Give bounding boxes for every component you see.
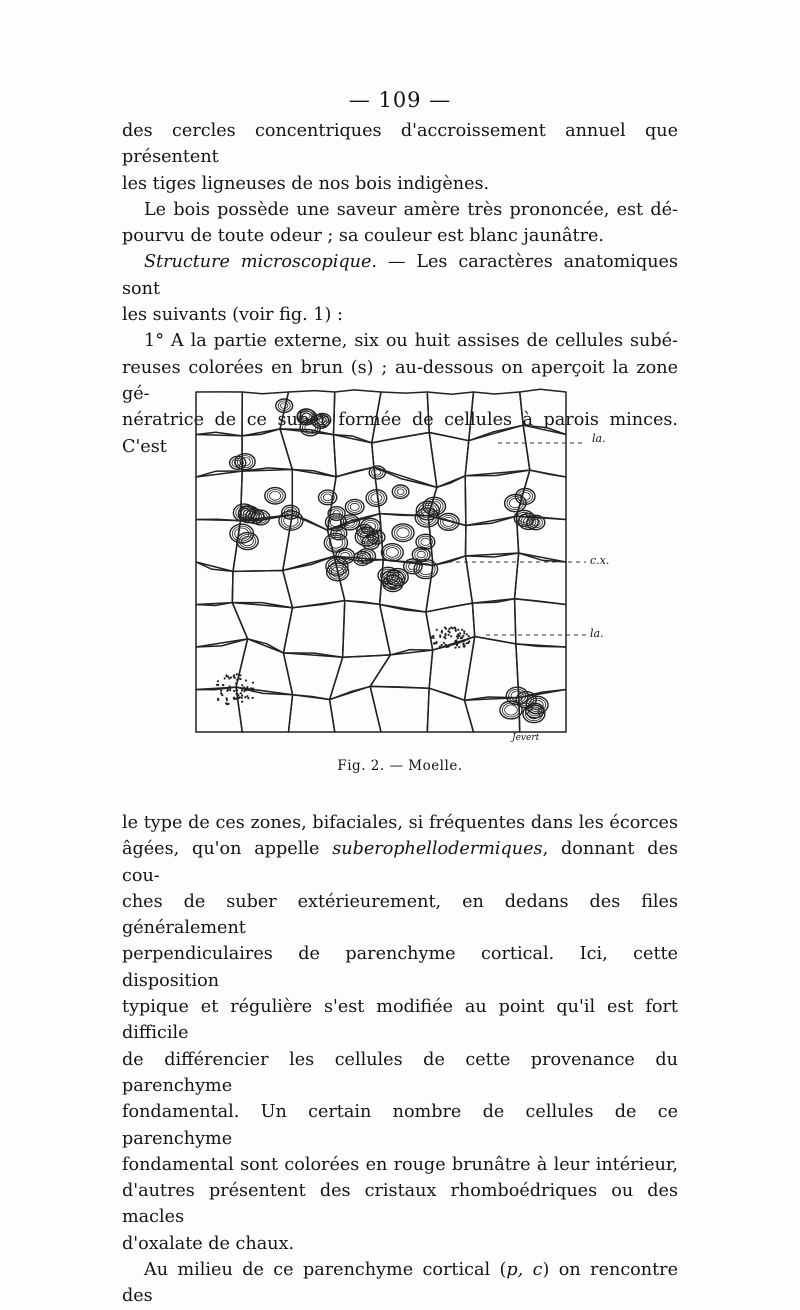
crystal-dot (436, 641, 438, 643)
crystal-dot (462, 635, 464, 637)
crystal-dot (443, 642, 445, 644)
body-text-bottom (122, 810, 678, 1310)
paragraph (122, 197, 678, 223)
paragraph (122, 1099, 678, 1152)
paragraph (122, 810, 678, 836)
text-line: les tiges ligneuses de nos bois indigènes. (122, 173, 490, 194)
crystal-dot (226, 697, 228, 699)
text-line: perpendiculaires de parenchyme cortical. Ici, cette disposition (122, 944, 678, 991)
section-heading: Structure microscopique. (144, 252, 377, 273)
cell-ring (324, 533, 347, 552)
figure-label: c.x. (590, 554, 610, 567)
text-line: d'oxalate de chaux. (122, 1233, 295, 1254)
paragraph (122, 1047, 678, 1100)
cell-wall (196, 432, 242, 477)
crystal-dot (217, 698, 219, 700)
crystal-dot (449, 631, 451, 633)
figure-caption: Fig. 2. — Moelle. (337, 758, 463, 774)
cell-ring (409, 563, 418, 570)
crystal-dot (459, 632, 461, 634)
cell-wall (236, 687, 293, 732)
crystal-dot (458, 646, 460, 648)
cell-wall (289, 695, 335, 732)
cell-wall (469, 392, 523, 441)
crystal-dot (224, 677, 226, 679)
crystal-dot (460, 637, 462, 639)
paragraph (122, 171, 678, 197)
crystal-dot (243, 686, 245, 688)
cell-ring (515, 489, 535, 505)
crystal-dot (229, 687, 231, 689)
cell-wall (523, 425, 566, 477)
text-line: âgées, qu'on appelle (122, 839, 333, 860)
paragraph (122, 836, 678, 889)
text-line: typique et régulière s'est modifiée au point qu'il est fort difficile (122, 997, 678, 1044)
crystal-dot (445, 646, 447, 648)
crystal-dot (239, 696, 241, 698)
cell-wall (429, 433, 469, 488)
crystal-dot (454, 627, 456, 629)
crystal-dot (463, 640, 465, 642)
crystal-dot (238, 673, 240, 675)
crystal-dot (252, 690, 254, 692)
crystal-dot (239, 678, 241, 680)
crystal-dot (430, 637, 432, 639)
text-line: le type de ces zones, bifaciales, si fréquentes dans les écorces (122, 813, 678, 833)
crystal-dot (244, 696, 246, 698)
crystal-dot (233, 690, 235, 692)
crystal-dot (246, 686, 248, 688)
crystal-dot (456, 644, 458, 646)
cell-wall (343, 601, 391, 658)
cell-wall (232, 603, 292, 653)
crystal-dot (236, 673, 238, 675)
crystal-dot (243, 690, 245, 692)
cell-wall (372, 392, 429, 443)
crystal-dot (455, 640, 457, 642)
figure-label: la. (592, 432, 606, 445)
text-line: Au milieu de ce parenchyme cortical ( (144, 1260, 507, 1281)
crystal-dot (222, 684, 224, 686)
paragraph (122, 1152, 678, 1178)
crystal-dot (448, 645, 450, 647)
crystal-dot (241, 684, 243, 686)
crystal-dot (237, 693, 239, 695)
cell-wall (330, 686, 381, 732)
cell-wall (515, 599, 566, 647)
crystal-dot (245, 689, 247, 691)
figure-moelle (186, 380, 626, 752)
crystal-dot (233, 697, 235, 699)
cell-ring (386, 548, 398, 558)
crystal-dot (252, 688, 254, 690)
page-number: — 109 — (348, 88, 452, 112)
term: suberophellodermiques (332, 839, 543, 860)
cell-wall (370, 686, 429, 732)
crystal-dot (241, 694, 243, 696)
crystal-dot (241, 697, 243, 699)
crystal-dot (439, 634, 441, 636)
crystal-dot (235, 683, 237, 685)
crystal-dot (441, 631, 443, 633)
cell-wall (196, 392, 242, 436)
cell-wall (380, 604, 433, 655)
text-line: pourvu de toute odeur ; sa couleur est blanc jaunâtre. (122, 226, 605, 247)
crystal-dot (250, 687, 252, 689)
crystal-dot (236, 698, 238, 700)
paragraph (122, 1231, 678, 1257)
crystal-dot (439, 646, 441, 648)
text-line: 1° A la partie externe, six ou huit assises de cellules subé- (144, 331, 678, 352)
crystal-dot (466, 633, 468, 635)
crystal-dot (445, 628, 447, 630)
cell-ring (505, 705, 518, 715)
cell-wall (196, 562, 233, 605)
cell-ring (421, 538, 430, 545)
crystal-dot (457, 629, 459, 631)
text-line: fondamental. Un certain nombre de cellules de ce parenchyme (122, 1102, 678, 1149)
crystal-dot (227, 703, 229, 705)
crystal-dot (225, 702, 227, 704)
crystal-dot (217, 680, 219, 682)
paragraph (122, 118, 678, 171)
text-line: fondamental sont colorées en rouge brunâtre à leur intérieur, (122, 1154, 678, 1175)
term: p, c (506, 1260, 543, 1281)
cell-drawing (186, 380, 626, 752)
text-line: nératrice de ce suber formée de cellules à parois minces. C'est (122, 410, 678, 457)
crystal-dot (434, 643, 436, 645)
cell-wall (465, 553, 518, 603)
cell-wall (196, 639, 248, 690)
cell-ring (265, 488, 286, 504)
cell-wall (464, 637, 518, 701)
cell-ring (350, 503, 359, 510)
paragraph (122, 941, 678, 994)
cell-ring (323, 494, 332, 501)
text-line: de différencier les cellules de cette provenance du parenchyme (122, 1049, 678, 1096)
paragraph (122, 223, 678, 249)
crystal-dot (252, 682, 254, 684)
crystal-dot (455, 647, 457, 649)
text-line: , donnant des cou- (122, 839, 679, 886)
cell-ring (395, 487, 407, 497)
paragraph (122, 889, 678, 942)
cell-ring (330, 518, 341, 527)
crystal-dot (220, 690, 222, 692)
crystal-dot (233, 676, 235, 678)
crystal-dot (464, 645, 466, 647)
crystal-dot (436, 629, 438, 631)
crystal-dot (241, 689, 243, 691)
cell-wall (330, 655, 391, 700)
cell-ring (392, 524, 414, 542)
crystal-dot (458, 635, 460, 637)
crystal-dot (452, 627, 454, 629)
cell-ring (381, 544, 403, 561)
paragraph (122, 328, 678, 354)
cell-ring (397, 528, 409, 538)
crystal-dot (216, 684, 218, 686)
crystal-dot (461, 629, 463, 631)
cell-wall (196, 687, 242, 732)
crystal-dot (236, 689, 238, 691)
crystal-dot (448, 628, 450, 630)
cell-wall (196, 471, 242, 521)
crystal-dot (463, 632, 465, 634)
crystal-dot (448, 634, 450, 636)
cell-ring (317, 419, 324, 425)
crystal-dot (467, 642, 469, 644)
text-line: — Les caractères anatomiques sont (122, 252, 678, 299)
crystal-dot (229, 689, 231, 691)
cell-ring (417, 551, 425, 558)
text-line: les suivants (voir fig. 1) : (122, 305, 343, 326)
crystal-dot (225, 674, 227, 676)
crystal-dot (246, 695, 248, 697)
cell-ring (270, 491, 281, 500)
cell-wall (464, 697, 519, 732)
crystal-dot (245, 679, 247, 681)
cell-ring (371, 494, 382, 503)
paragraph (122, 249, 678, 302)
crystal-dot (247, 697, 249, 699)
cell-wall (283, 601, 344, 658)
crystal-dot (468, 635, 470, 637)
crystal-dot (227, 689, 229, 691)
text-line: d'autres présentent des cristaux rhomboédriques ou des macles (122, 1181, 678, 1228)
crystal-dot (463, 630, 465, 632)
crystal-dot (455, 630, 457, 632)
text-line: ches de suber extérieurement, en dedans des files généralement (122, 891, 678, 939)
cell-ring (397, 489, 404, 495)
crystal-dot (241, 701, 243, 703)
figure-label: la. (590, 627, 604, 640)
cell-wall (465, 516, 518, 556)
paragraph (122, 1178, 678, 1231)
text-line: reuses colorées en brun (s) ; au-dessous on aperçoit la zone gé- (122, 357, 678, 404)
figure-signature: Jevert (512, 733, 540, 743)
crystal-dot (463, 642, 465, 644)
crystal-dot (450, 635, 452, 637)
crystal-dot (441, 644, 443, 646)
paragraph (122, 1257, 678, 1310)
text-line: Le bois possède une saveur amère très prononcée, est dé- (144, 199, 678, 220)
crystal-dot (240, 692, 242, 694)
cell-wall (334, 435, 374, 477)
paragraph (122, 994, 678, 1047)
crystal-dot (444, 634, 446, 636)
crystal-dot (443, 636, 445, 638)
crystal-dot (252, 697, 254, 699)
text-line: des cercles concentriques d'accroissement annuel que présentent (122, 121, 678, 168)
paragraph (122, 302, 678, 328)
crystal-dot (228, 677, 230, 679)
cell-wall (283, 653, 342, 700)
crystal-dot (220, 693, 222, 695)
cell-wall (242, 429, 292, 471)
crystal-dot (456, 635, 458, 637)
text-line: ) on rencontre des (122, 1260, 678, 1307)
